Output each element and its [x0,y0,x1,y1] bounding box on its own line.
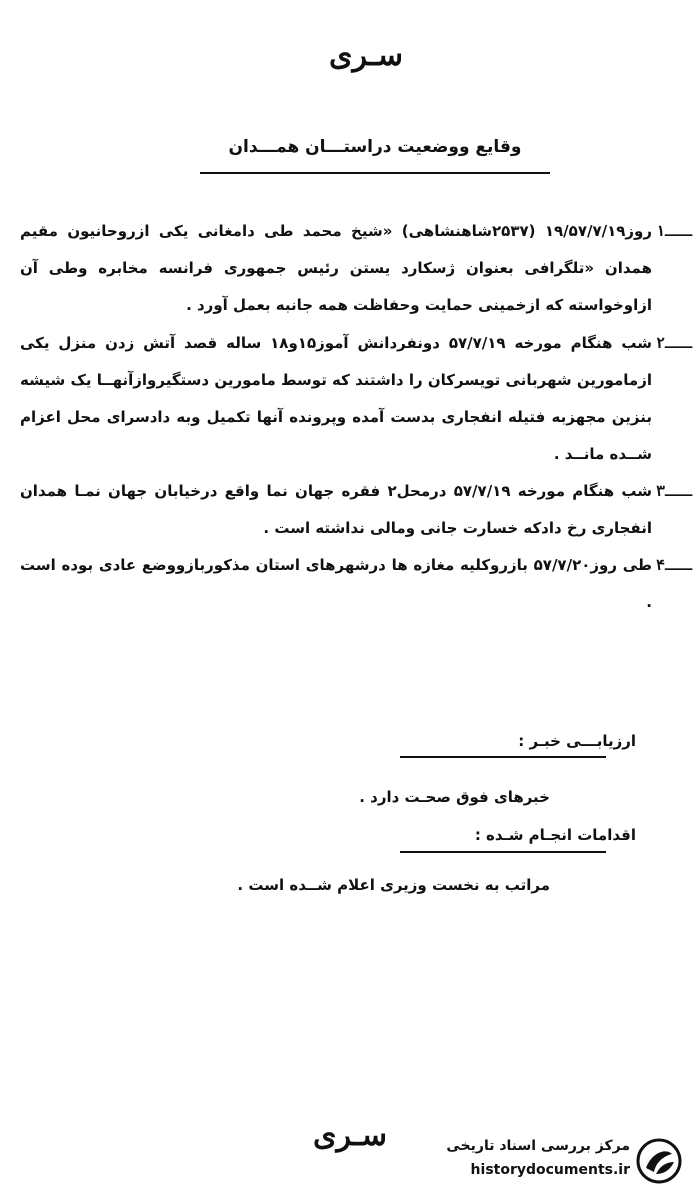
document-subject: وقایع ووضعیت دراستـــان همـــدان [228,137,522,157]
evaluation-text: خبرهای فوق صحـت دارد . [359,788,550,806]
archive-logo-icon [636,1138,682,1184]
watermark [418,1134,688,1188]
watermark-name: مرکز بررسی اسناد تاریخی [446,1138,630,1154]
item-2-number: ۲ـــ [656,334,693,352]
watermark-domain: historydocuments.ir [470,1162,630,1178]
classification-header: سـرى [329,38,403,73]
item-2-text: شب هنگام مورخه ۵۷/۷/۱۹ دونفردانش آموز۱۵و۱۸ ساله قصد آتش زدن منزل یکی ازمامورین شهربانی تویسرکان را داشتند که توسط مامورین دستگیروازآنهــا یک شیشه بنزین مجهزبه فتیله انفجاری بدست آمده وپرونده آنها تکمیل وبه دادسرای محل اعزام شــده مانــد . [20,334,652,463]
actions-underline [400,851,606,853]
item-4-text: طی روز۵۷/۷/۲۰ بازروکلیه مغازه ها درشهرهای استان مذکوربازووضع عادی بوده است . [20,556,653,611]
item-3-text: شب هنگام مورخه ۵۷/۷/۱۹ درمحل۲ فقره جهان نما واقع درخیابان جهان نمـا همدان انفجاری رخ دادکه خسارت جانی ومالی نداشته است . [20,482,652,537]
item-4-number: ۴ـــ [656,556,693,574]
item-1-text: روز۱۹/۵۷/۷/۱۹ (۲۵۳۷شاهنشاهی) «شیخ محمد طی دامغانی یکی ازروحانیون مقیم همدان «تلگرافی بعنوان ژسکارد یستن رئیس جمهوری فرانسه مخابره وطی آن ازاوخواسته که ازخمینی حمایت وحفاظت همه جانبه بعمل آورد . [20,222,653,314]
item-1-number: ۱ـــ [656,222,693,240]
evaluation-underline [400,756,606,758]
subject-underline [200,172,550,174]
evaluation-label: ارزیابـــی خبـر : [518,732,636,750]
item-3-number: ۳ـــ [656,482,693,500]
classification-footer: سـرى [313,1118,387,1153]
actions-text: مراتب به نخست وزیری اعلام شــده است . [237,876,550,894]
actions-label: اقدامات انجـام شـده : [474,826,636,844]
